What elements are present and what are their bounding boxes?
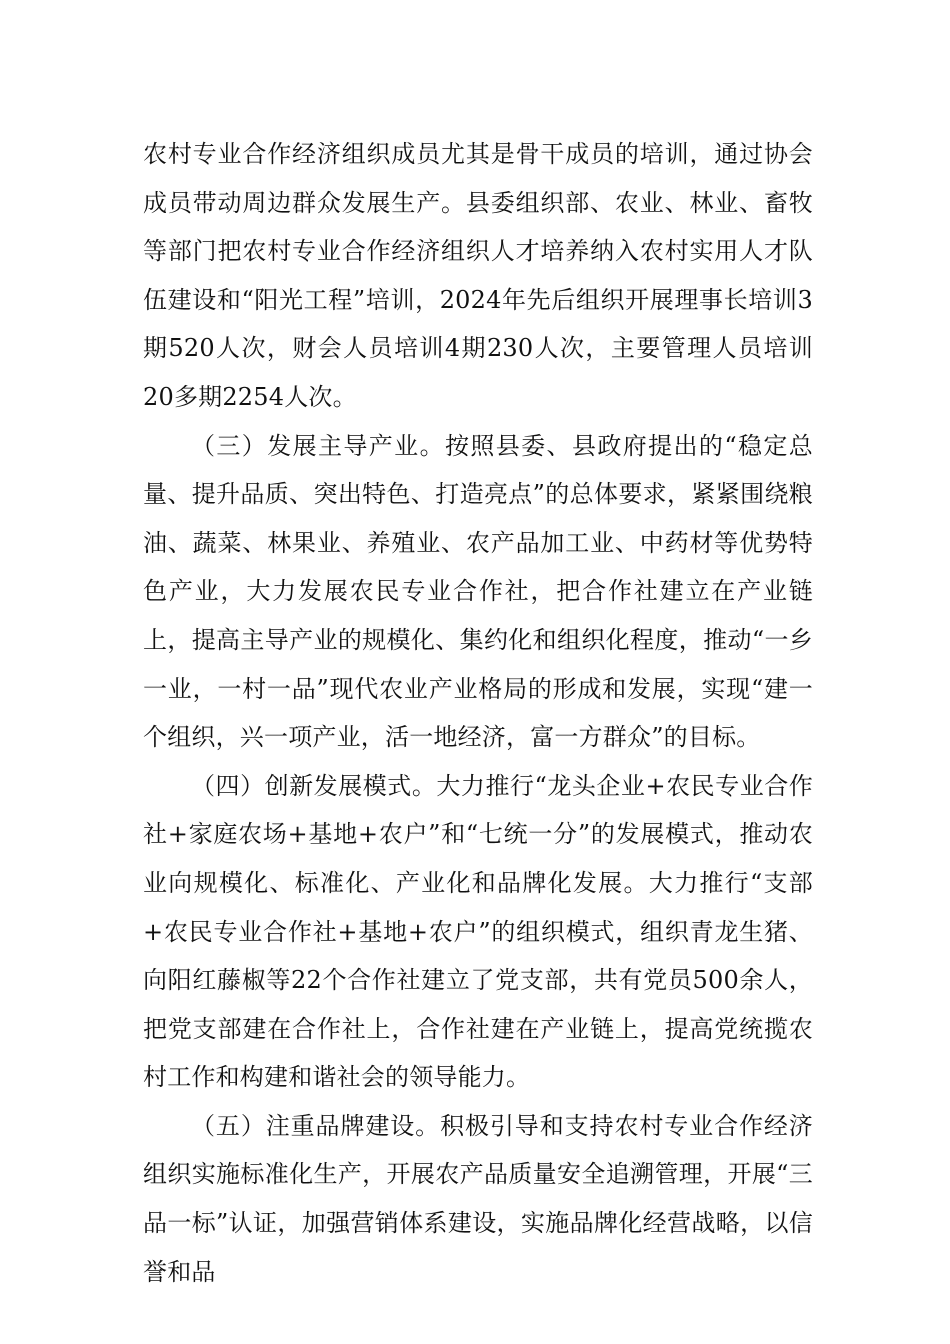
- document-body: [143, 130, 813, 1296]
- paragraph-development-model: （四）创新发展模式。大力推行“龙头企业+农民专业合作社+家庭农场+基地+农户”和“七统一分”的发展模式，推动农业向规模化、标准化、产业化和品牌化发展。大力推行“支部+农民专业合作社+基地+农户”的组织模式，组织青龙生猪、向阳红藤椒等22个合作社建立了党支部，共有党员500余人，把党支部建在合作社上，合作社建在产业链上，提高党统揽农村工作和构建和谐社会的领导能力。: [143, 771, 813, 1092]
- paragraph-training: 农村专业合作经济组织成员尤其是骨干成员的培训，通过协会成员带动周边群众发展生产。县委组织部、农业、林业、畜牧等部门把农村专业合作经济组织人才培养纳入农村实用人才队伍建设和“阳光工程”培训，2024年先后组织开展理事长培训3期520人次，财会人员培训4期230人次，主要管理人员培训20多期2254人次。: [143, 140, 813, 411]
- paragraph-leading-industry: （三）发展主导产业。按照县委、县政府提出的“稳定总量、提升品质、突出特色、打造亮点”的总体要求，紧紧围绕粮油、蔬菜、林果业、养殖业、农产品加工业、中药材等优势特色产业，大力发展农民专业合作社，把合作社建立在产业链上，提高主导产业的规模化、集约化和组织化程度，推动“一乡一业，一村一品”现代农业产业格局的形成和发展，实现“建一个组织，兴一项产业，活一地经济，富一方群众”的目标。: [143, 431, 813, 752]
- paragraph-brand-building: （五）注重品牌建设。积极引导和支持农村专业合作经济组织实施标准化生产，开展农产品质量安全追溯管理，开展“三品一标”认证，加强营销体系建设，实施品牌化经营战略，以信誉和品: [143, 1111, 813, 1286]
